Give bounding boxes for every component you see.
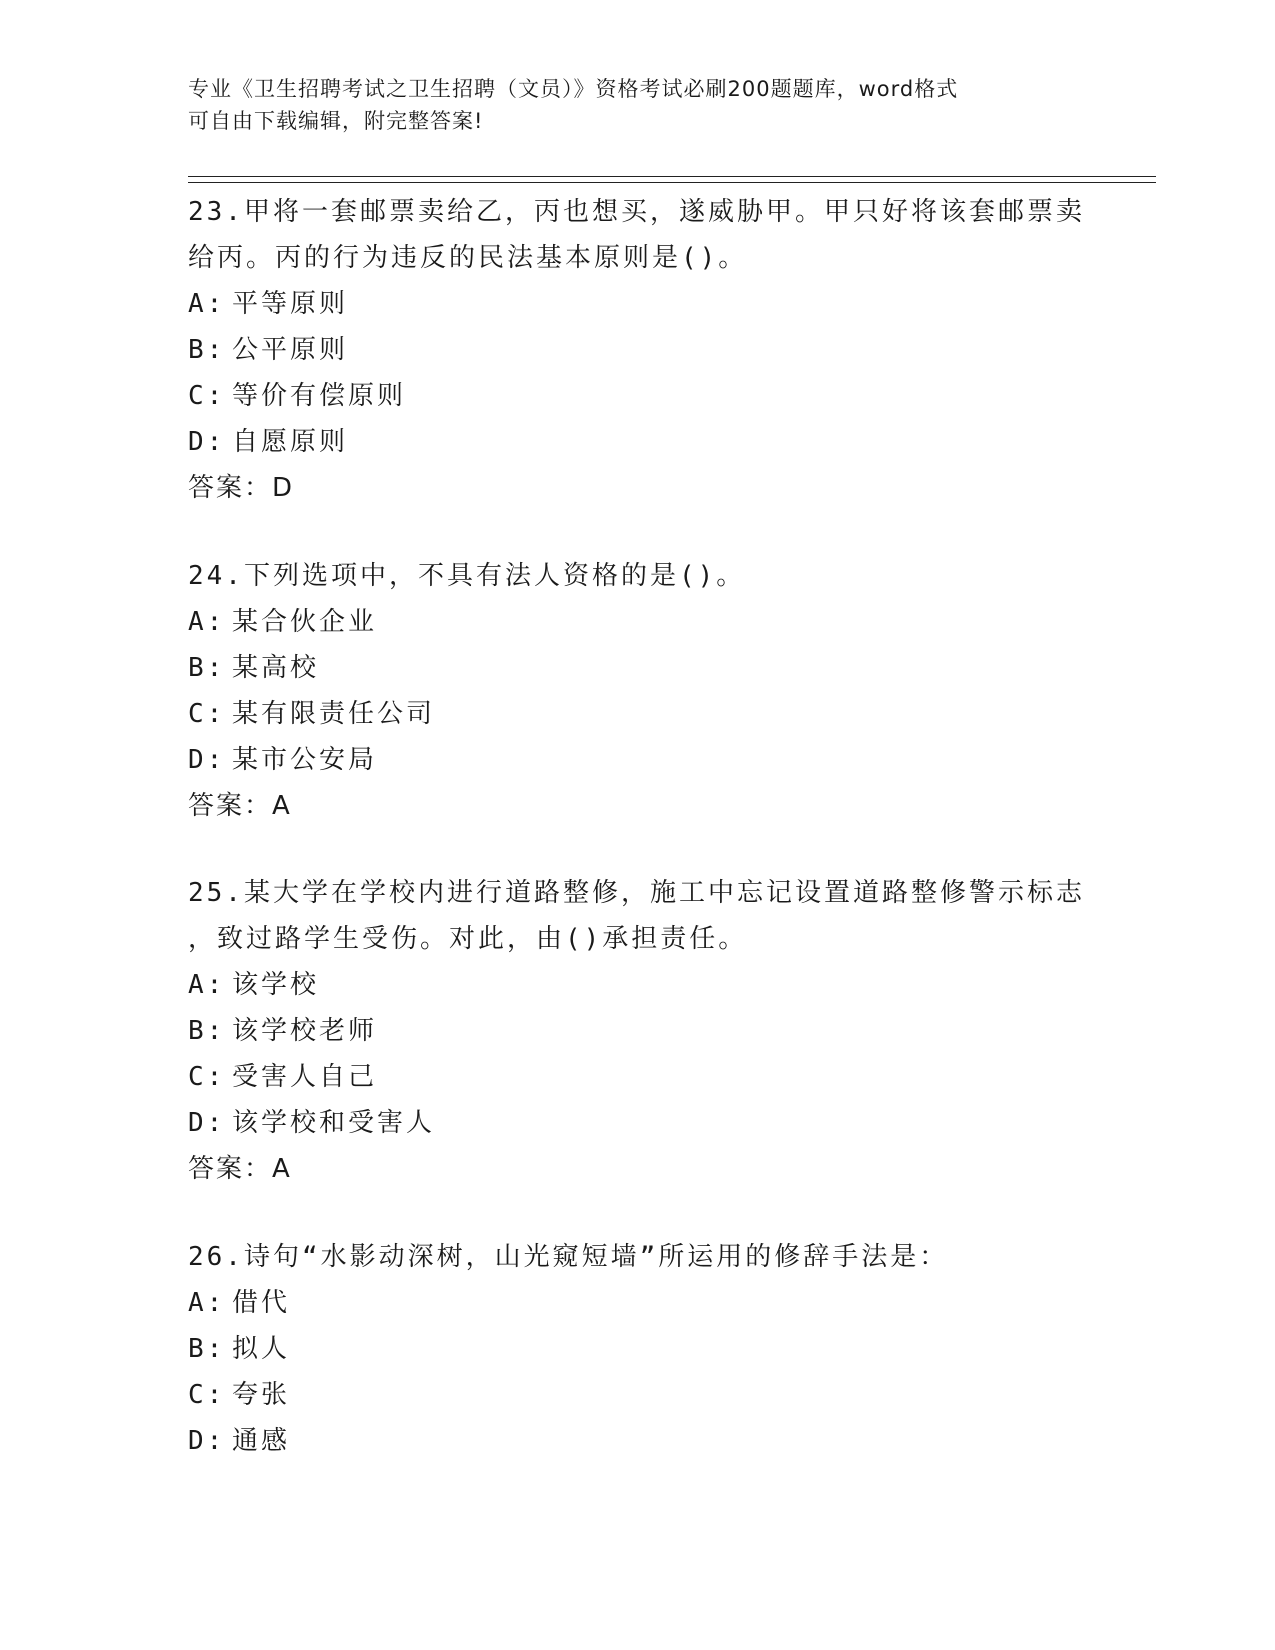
option-b [188, 645, 1088, 691]
option-text: 某高校 [232, 653, 320, 683]
option-key: D: [188, 1108, 226, 1138]
option-text: 平等原则 [232, 289, 349, 319]
option-c [188, 1372, 1088, 1418]
question-25 [188, 870, 1088, 1192]
option-a [188, 599, 1088, 645]
option-key: B: [188, 653, 226, 683]
option-text: 某合伙企业 [232, 607, 378, 637]
question-stem-line: 26.诗句“水影动深树，山光窥短墙”所运用的修辞手法是： [188, 1242, 949, 1272]
option-text: 拟人 [232, 1334, 291, 1364]
option-text: 某市公安局 [232, 745, 378, 775]
option-key: C: [188, 1062, 226, 1092]
option-key: C: [188, 699, 226, 729]
option-b [188, 1008, 1088, 1054]
option-key: A: [188, 607, 226, 637]
header-line-2: 可自由下载编辑，附完整答案! [188, 109, 484, 133]
option-key: C: [188, 1380, 226, 1410]
option-text: 通感 [232, 1426, 291, 1456]
question-stem-line: 25.某大学在学校内进行道路整修，施工中忘记设置道路整修警示标志 [188, 878, 1085, 908]
option-text: 公平原则 [232, 335, 349, 365]
answer-label: 答案：A [188, 1154, 292, 1184]
option-text: 受害人自己 [232, 1062, 378, 1092]
option-b [188, 327, 1088, 373]
option-text: 某有限责任公司 [232, 699, 436, 729]
option-c [188, 373, 1088, 419]
question-23 [188, 189, 1088, 511]
option-d [188, 1100, 1088, 1146]
option-text: 夸张 [232, 1380, 291, 1410]
option-key: B: [188, 335, 226, 365]
option-key: A: [188, 970, 226, 1000]
option-text: 借代 [232, 1288, 291, 1318]
option-key: D: [188, 1426, 226, 1456]
option-d [188, 1418, 1088, 1464]
option-key: D: [188, 427, 226, 457]
option-text: 该学校 [232, 970, 320, 1000]
document-header [188, 73, 1088, 137]
option-a [188, 1280, 1088, 1326]
option-text: 该学校老师 [232, 1016, 378, 1046]
option-key: A: [188, 289, 226, 319]
question-stem-line: 给丙。丙的行为违反的民法基本原则是()。 [188, 243, 748, 273]
answer-label: 答案：D [188, 473, 295, 503]
question-26 [188, 1234, 1088, 1464]
question-24 [188, 553, 1088, 829]
option-c [188, 691, 1088, 737]
option-text: 自愿原则 [232, 427, 349, 457]
option-key: B: [188, 1334, 226, 1364]
answer-label: 答案：A [188, 791, 292, 821]
option-d [188, 737, 1088, 783]
option-b [188, 1326, 1088, 1372]
header-divider-bottom [188, 182, 1156, 183]
option-text: 该学校和受害人 [232, 1108, 436, 1138]
question-stem-line: ，致过路学生受伤。对此，由()承担责任。 [188, 924, 748, 954]
option-a [188, 962, 1088, 1008]
header-divider-top [188, 176, 1156, 177]
option-a [188, 281, 1088, 327]
option-key: B: [188, 1016, 226, 1046]
question-stem-line: 24.下列选项中，不具有法人资格的是()。 [188, 561, 746, 591]
option-key: C: [188, 381, 226, 411]
option-key: A: [188, 1288, 226, 1318]
option-key: D: [188, 745, 226, 775]
question-stem-line: 23.甲将一套邮票卖给乙，丙也想买，遂威胁甲。甲只好将该套邮票卖 [188, 197, 1085, 227]
header-line-1: 专业《卫生招聘考试之卫生招聘（文员）》资格考试必刷200题题库，word格式 [188, 77, 959, 101]
option-text: 等价有偿原则 [232, 381, 407, 411]
option-d [188, 419, 1088, 465]
option-c [188, 1054, 1088, 1100]
